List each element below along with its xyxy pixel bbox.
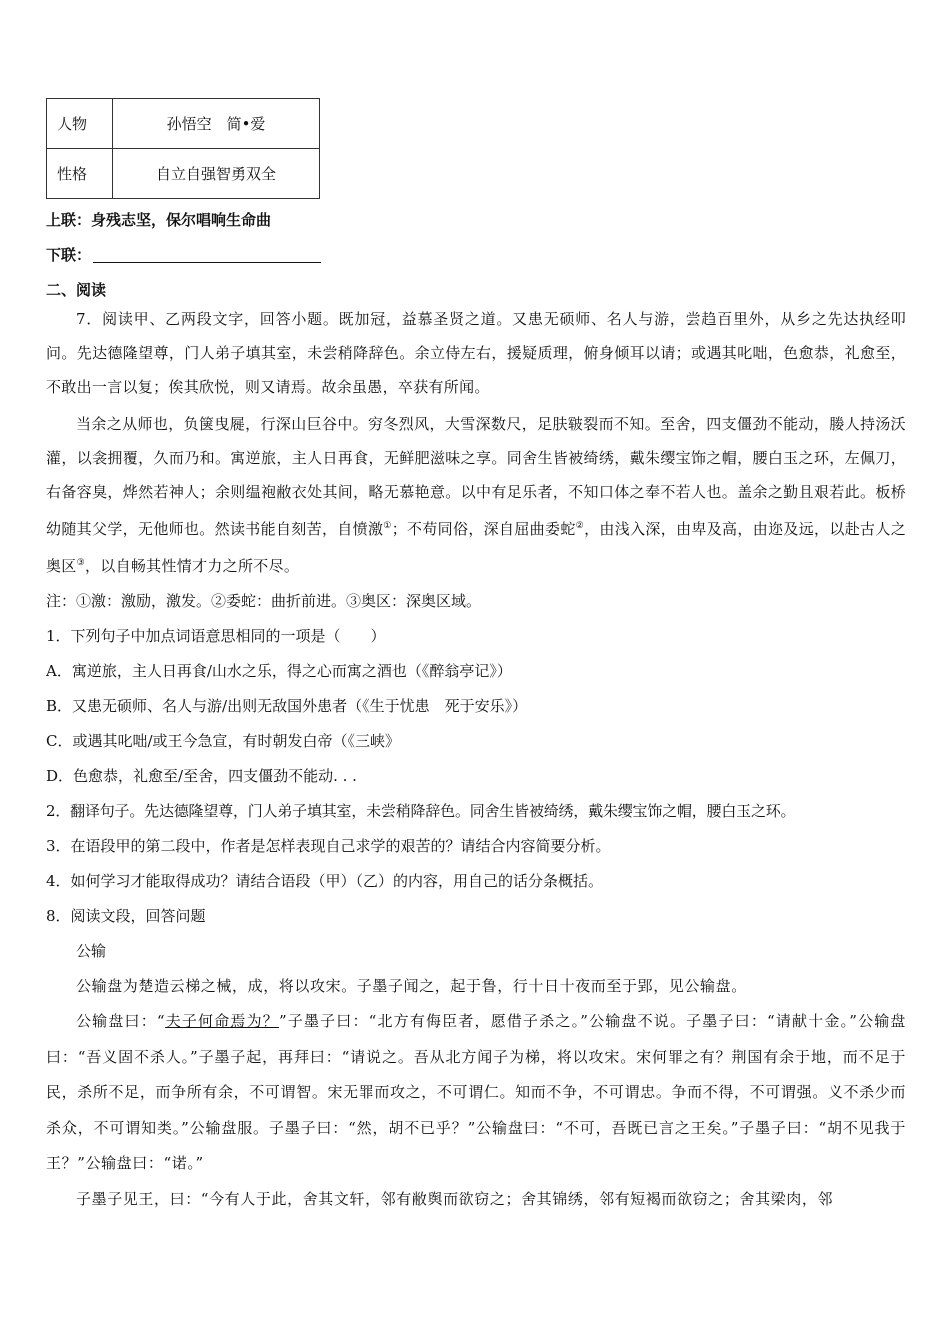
couplet-lower-label: 下联： [46, 246, 92, 264]
q7-p2-text-c: ，由浅入深，由卑及高，由迩及远，以赴古人之奥区 [46, 520, 906, 576]
question-2: 2．翻译句子。先达德隆望尊，门人弟子填其室，未尝稍降辞色。同舍生皆被绮绣，戴朱缨宝饰之帽，腰白玉之环。 [46, 801, 796, 820]
q8-p2-text-b: ”子墨子曰：“北方有侮臣者，愿借子杀之。”公输盘不说。子墨子曰：“请献十金。”公输盘曰：“吾义固不杀人。”子墨子起，再拜曰：“请说之。吾从北方闻子为梯，将以攻宋。宋何罪之有？荆国有余于地，而不足于民，杀所不足，而争所有余，不可谓智。宋无罪而攻之，不可谓仁。知而不争，不可谓忠。争而不得，不可谓强。义不杀少而杀众，不可谓知类。”公输盘服。子墨子曰：“然，胡不已乎？”公输盘曰：“不可，吾既已言之王矣。”子墨子曰：“胡不见我于王？”公输盘曰：“诺。” [46, 1012, 906, 1173]
table-row [47, 99, 320, 149]
q8-p2-text-a: 公输盘曰：“ [76, 1012, 166, 1031]
q8-paragraph-1: 公输盘为楚造云梯之械，成，将以攻宋。子墨子闻之，起于鲁，行十日十夜而至于郢，见公输盘。 [76, 976, 747, 995]
q7-p2-text-a: 当余之从师也，负箧曳屣，行深山巨谷中。穷冬烈风，大雪深数尺，足肤皲裂而不知。至舍，四支僵劲不能动，媵人持汤沃灌，以衾拥覆，久而乃和。寓逆旅，主人日再食，无鲜肥滋味之享。同舍生皆被绮绣，戴朱缨宝饰之帽，腰白玉之环，左佩刀，右备容臭，烨然若神人；余则缊袍敝衣处其间，略无慕艳意。以中有足乐者，不知口体之奉不若人也。盖余之勤且艰若此。板桥幼随其父学，无他师也。然读书能自刻苦，自愤激 [46, 414, 906, 539]
table-value-personality: 自立自强智勇双全 [113, 149, 320, 199]
section-title: 二、阅读 [46, 281, 107, 299]
footnote-3-marker: ③ [76, 558, 85, 569]
table-value-character: 孙悟空 简•爱 [113, 99, 320, 149]
table-key-character: 人物 [47, 99, 113, 149]
q7-p2-text-d: ，以自畅其性情才力之所不尽。 [84, 557, 300, 576]
q8-paragraph-3: 子墨子见王，曰：“今有人于此，舍其文轩，邻有敝舆而欲窃之；舍其锦绣，邻有短褐而欲窃之；舍其梁肉，邻 [76, 1189, 834, 1208]
footnote-2-marker: ② [575, 521, 585, 532]
question-1: 1．下列句子中加点词语意思相同的一项是（ ） [46, 626, 386, 645]
character-table [46, 98, 320, 199]
option-d: D．色愈恭，礼愈至/至舍，四支僵劲不能动. . . [46, 766, 357, 785]
question-4: 4．如何学习才能取得成功？请结合语段（甲）（乙）的内容，用自己的话分条概括。 [46, 871, 604, 890]
q7-intro-paragraph: 7．阅读甲、乙两段文字，回答小题。既加冠，益慕圣贤之道。又患无硕师、名人与游，尝趋百里外，从乡之先达执经叩问。先达德隆望尊，门人弟子填其室，未尝稍降辞色。余立侍左右，援疑质理，俯身倾耳以请；或遇其叱咄，色愈恭，礼愈至，不敢出一言以复；俟其欣悦，则又请焉。故余虽愚，卒获有所闻。 [46, 310, 906, 397]
option-a: A．寓逆旅，主人日再食/山水之乐，得之心而寓之酒也（《醉翁亭记》） [46, 661, 512, 680]
q7-p2-text-b: ；不苟同俗，深自屈曲委蛇 [391, 520, 576, 539]
q8-paragraph-2 [46, 1004, 906, 1182]
question-3: 3．在语段甲的第二段中，作者是怎样表现自己求学的艰苦的？请结合内容简要分析。 [46, 836, 611, 855]
underlined-sentence: 夫子何命焉为？ [165, 1012, 279, 1031]
couplet-upper: 上联：身残志坚，保尔唱响生命曲 [46, 211, 272, 229]
footnote-1-marker: ① [383, 521, 392, 532]
answer-blank[interactable] [93, 246, 321, 263]
option-b: B．又患无硕师、名人与游/出则无敌国外患者（《生于忧患 死于安乐》） [46, 696, 528, 715]
passage-title: 公输 [76, 941, 107, 960]
couplet-lower [46, 238, 906, 273]
table-row [47, 149, 320, 199]
document-page [46, 98, 906, 1217]
option-c: C．或遇其叱咄/或王今急宣，有时朝发白帝（《三峡》 [46, 731, 401, 750]
q7-second-paragraph [46, 407, 906, 584]
q8-intro: 8．阅读文段，回答问题 [46, 906, 206, 925]
footnote: 注：①激：激励，激发。②委蛇：曲折前进。③奥区：深奥区域。 [46, 591, 482, 610]
table-key-personality: 性格 [47, 149, 113, 199]
